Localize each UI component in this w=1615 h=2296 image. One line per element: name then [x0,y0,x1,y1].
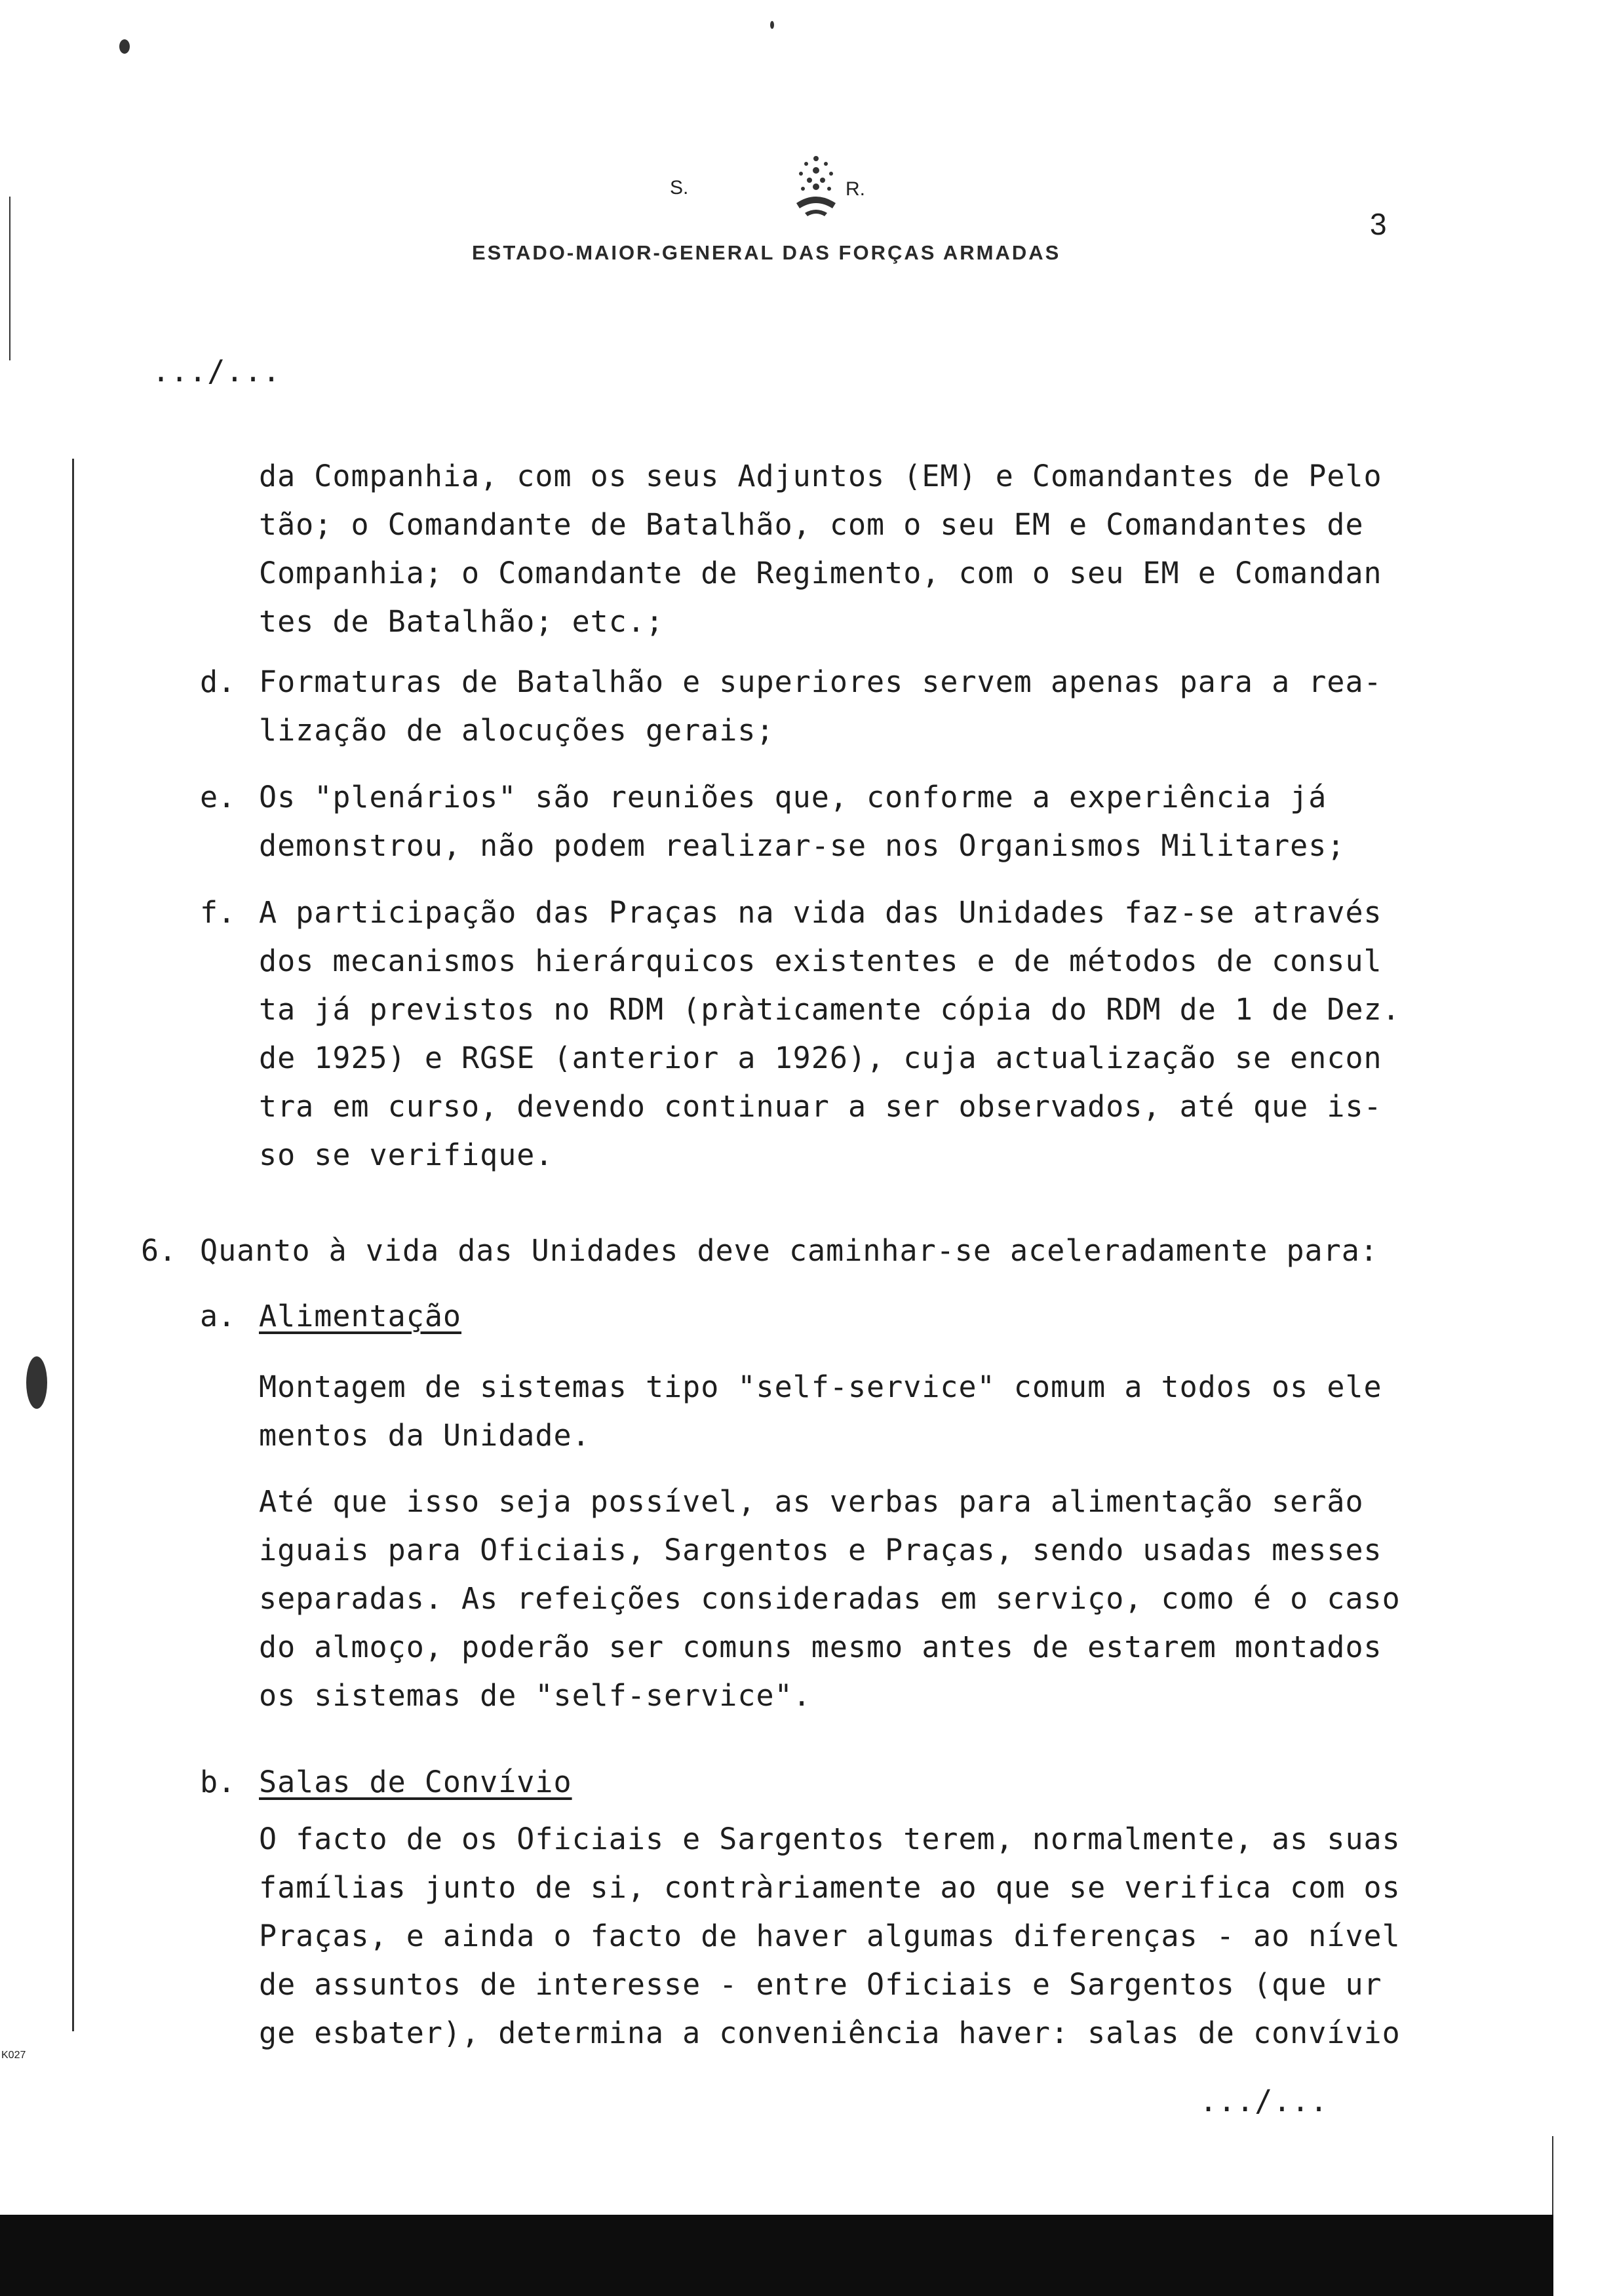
item-label-d: d. [200,664,236,699]
left-edge-scan-line [9,197,10,360]
left-margin-scan-line [72,459,74,2031]
page-number: 3 [1370,207,1387,241]
emblem [787,151,846,223]
text-line: Praças, e ainda o facto de haver algumas diferenças - ao nível [259,1919,1401,1953]
text-line: Até que isso seja possível, as verbas para alimentação serão [259,1484,1364,1519]
section-6-text [200,1227,1378,1275]
item-label-e: e. [200,780,236,814]
text-line: Companhia; o Comandante de Regimento, com o seu EM e Comandan [259,556,1382,590]
header-right-letter: R. [846,178,865,200]
text-line: os sistemas de "self-service". [259,1678,811,1713]
item-f-text [259,889,1401,1179]
continuation-bottom: .../... [1199,2084,1329,2118]
text-line: separadas. As refeições consideradas em serviço, como é o caso [259,1581,1401,1616]
text-line: de 1925) e RGSE (anterior a 1926), cuja actualização se encon [259,1041,1382,1075]
text-line: da Companhia, com os seus Adjuntos (EM) e Comandantes de Pelo [259,459,1382,493]
subsection-label-b: b. [200,1765,236,1799]
text-line: Quanto à vida das Unidades deve caminhar-se aceleradamente para: [200,1233,1378,1268]
header-left-letter: S. [670,177,689,199]
scan-blot [26,1356,47,1409]
subsection-a-title [259,1292,461,1341]
margin-code: K027 [1,2050,26,2061]
scan-speck [770,21,774,29]
subsection-title: Salas de Convívio [259,1765,572,1799]
subsection-a-paragraph-1 [259,1363,1382,1460]
subsection-b-title [259,1758,572,1807]
text-line: so se verifique. [259,1138,554,1172]
text-line: Os "plenários" são reuniões que, conforme a experiência já [259,780,1327,814]
organization-name: ESTADO-MAIOR-GENERAL DAS FORÇAS ARMADAS [472,241,1061,264]
text-line: A participação das Praças na vida das Unidades faz-se através [259,895,1382,930]
subsection-a-paragraph-2 [259,1478,1401,1720]
text-line: O facto de os Oficiais e Sargentos terem, normalmente, as suas [259,1822,1401,1856]
subsection-label-a: a. [200,1299,236,1333]
item-e-text [259,773,1345,870]
text-line: demonstrou, não podem realizar-se nos Organismos Militares; [259,828,1346,863]
scan-bottom-bar [0,2215,1553,2296]
text-line: mentos da Unidade. [259,1418,591,1453]
text-line: iguais para Oficiais, Sargentos e Praças, sendo usadas messes [259,1533,1382,1567]
text-line: Formaturas de Batalhão e superiores servem apenas para a rea- [259,664,1382,699]
text-line: tra em curso, devendo continuar a ser observados, até que is- [259,1089,1382,1124]
text-line: tes de Batalhão; etc.; [259,604,665,639]
continuation-top: .../... [152,354,281,389]
text-line: tão; o Comandante de Batalhão, com o seu EM e Comandantes de [259,507,1364,542]
text-line: famílias junto de si, contràriamente ao que se verifica com os [259,1870,1401,1905]
item-label-f: f. [200,895,236,930]
text-line: Montagem de sistemas tipo "self-service" comum a todos os ele [259,1369,1382,1404]
text-line: do almoço, poderão ser comuns mesmo antes de estarem montados [259,1630,1382,1664]
scan-speck [119,39,130,54]
coat-of-arms-emblem [787,151,846,223]
text-line: de assuntos de interesse - entre Oficiais e Sargentos (que ur [259,1967,1382,2002]
right-edge-scan-line [1552,2136,1553,2215]
text-line: ta já previstos no RDM (pràticamente cópia do RDM de 1 de Dez. [259,992,1401,1027]
subsection-b-paragraph-1 [259,1815,1401,2057]
intro-paragraph [259,452,1382,646]
text-line: lização de alocuções gerais; [259,713,775,748]
section-number-6: 6. [141,1233,177,1268]
text-line: ge esbater), determina a conveniência haver: salas de convívio [259,2016,1401,2050]
subsection-title: Alimentação [259,1299,462,1333]
item-d-text [259,658,1382,755]
text-line: dos mecanismos hierárquicos existentes e de métodos de consul [259,944,1382,978]
